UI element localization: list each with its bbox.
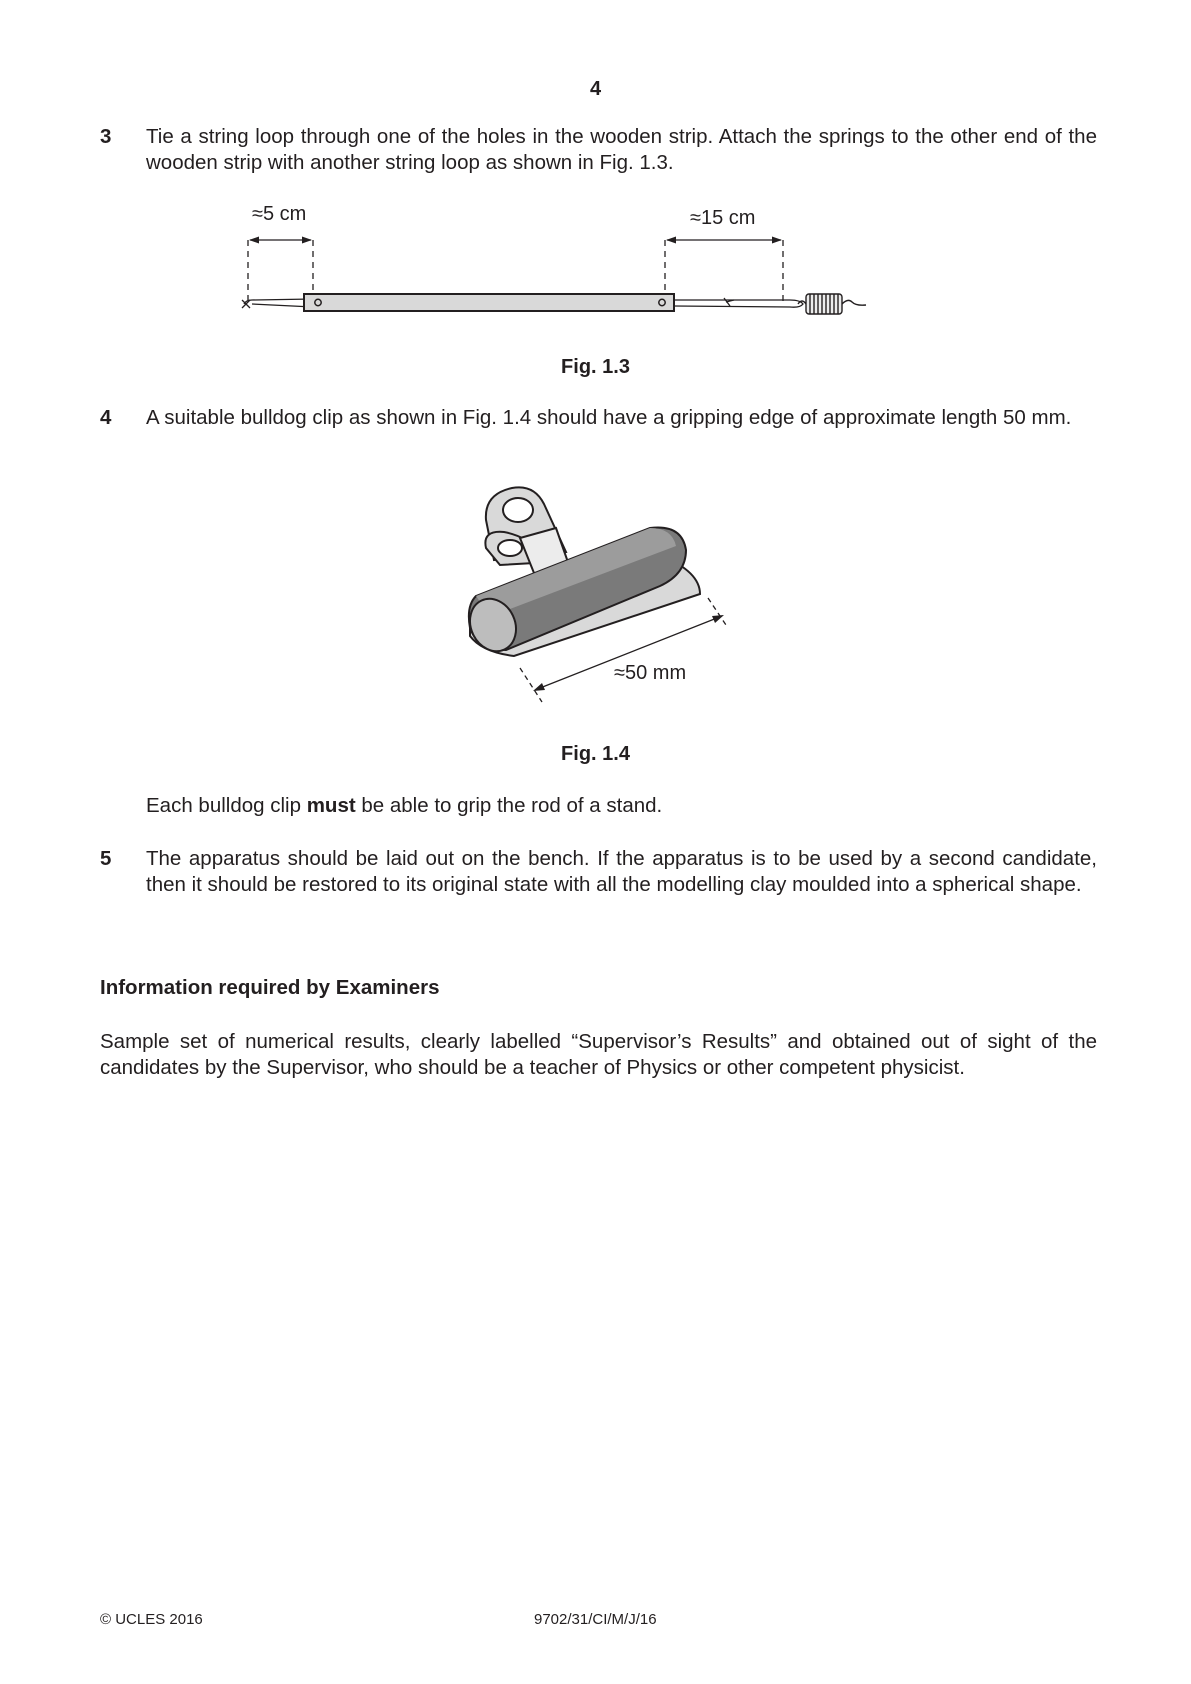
page-number: 4 [589, 78, 602, 100]
footer-copyright: © UCLES 2016 [100, 1611, 203, 1628]
examiners-text: Sample set of numerical results, clearly labelled “Supervisor’s Results” and obtained out of sight of the candidates by the Supervisor, who should be a teacher of Physics or other competent physicist. [100, 1030, 1097, 1079]
examiners-heading: Information required by Examiners [100, 976, 440, 999]
string-loop-left [244, 299, 313, 307]
item-text: The apparatus should be laid out on the bench. If the apparatus is to be used by a second candidate, then it should be restored to its original state with all the modelling clay moulded into a spherical shape. [146, 847, 1097, 896]
figure-1-3-diagram [0, 195, 1191, 325]
instruction-item-3 [100, 124, 1097, 176]
item-number: 4 [100, 406, 112, 429]
figure-1-3-caption: Fig. 1.3 [561, 356, 630, 378]
footer-paper-code: 9702/31/CI/M/J/16 [534, 1611, 657, 1628]
item-text: A suitable bulldog clip as shown in Fig. 1.4 should have a gripping edge of approximate length 50 mm. [146, 406, 1072, 429]
clip-grip-note: Each bulldog clip must be able to grip the rod of a stand. [146, 794, 663, 817]
emphasis-must: must [306, 794, 356, 817]
dim-label-50mm: ≈50 mm [614, 662, 687, 684]
handle-hole-front [498, 540, 522, 556]
figure-1-4-caption: Fig. 1.4 [561, 743, 630, 765]
dim-label-15cm: ≈15 cm [690, 207, 756, 229]
instruction-item-4 [100, 405, 1097, 431]
item-number: 3 [100, 125, 112, 148]
knot-right [724, 298, 734, 306]
item-number: 5 [100, 847, 112, 870]
wooden-strip [304, 294, 674, 311]
item-text: Tie a string loop through one of the holes in the wooden strip. Attach the springs to the other end of the wooden strip with another string loop as shown in Fig. 1.3. [146, 125, 1097, 174]
instruction-item-5 [100, 846, 1097, 898]
handle-hole-back [503, 498, 533, 522]
dim-label-5cm: ≈5 cm [252, 203, 307, 225]
figure-1-4-bulldog-clip [0, 478, 1191, 718]
string-loop-right [674, 300, 803, 307]
spring [798, 294, 866, 314]
